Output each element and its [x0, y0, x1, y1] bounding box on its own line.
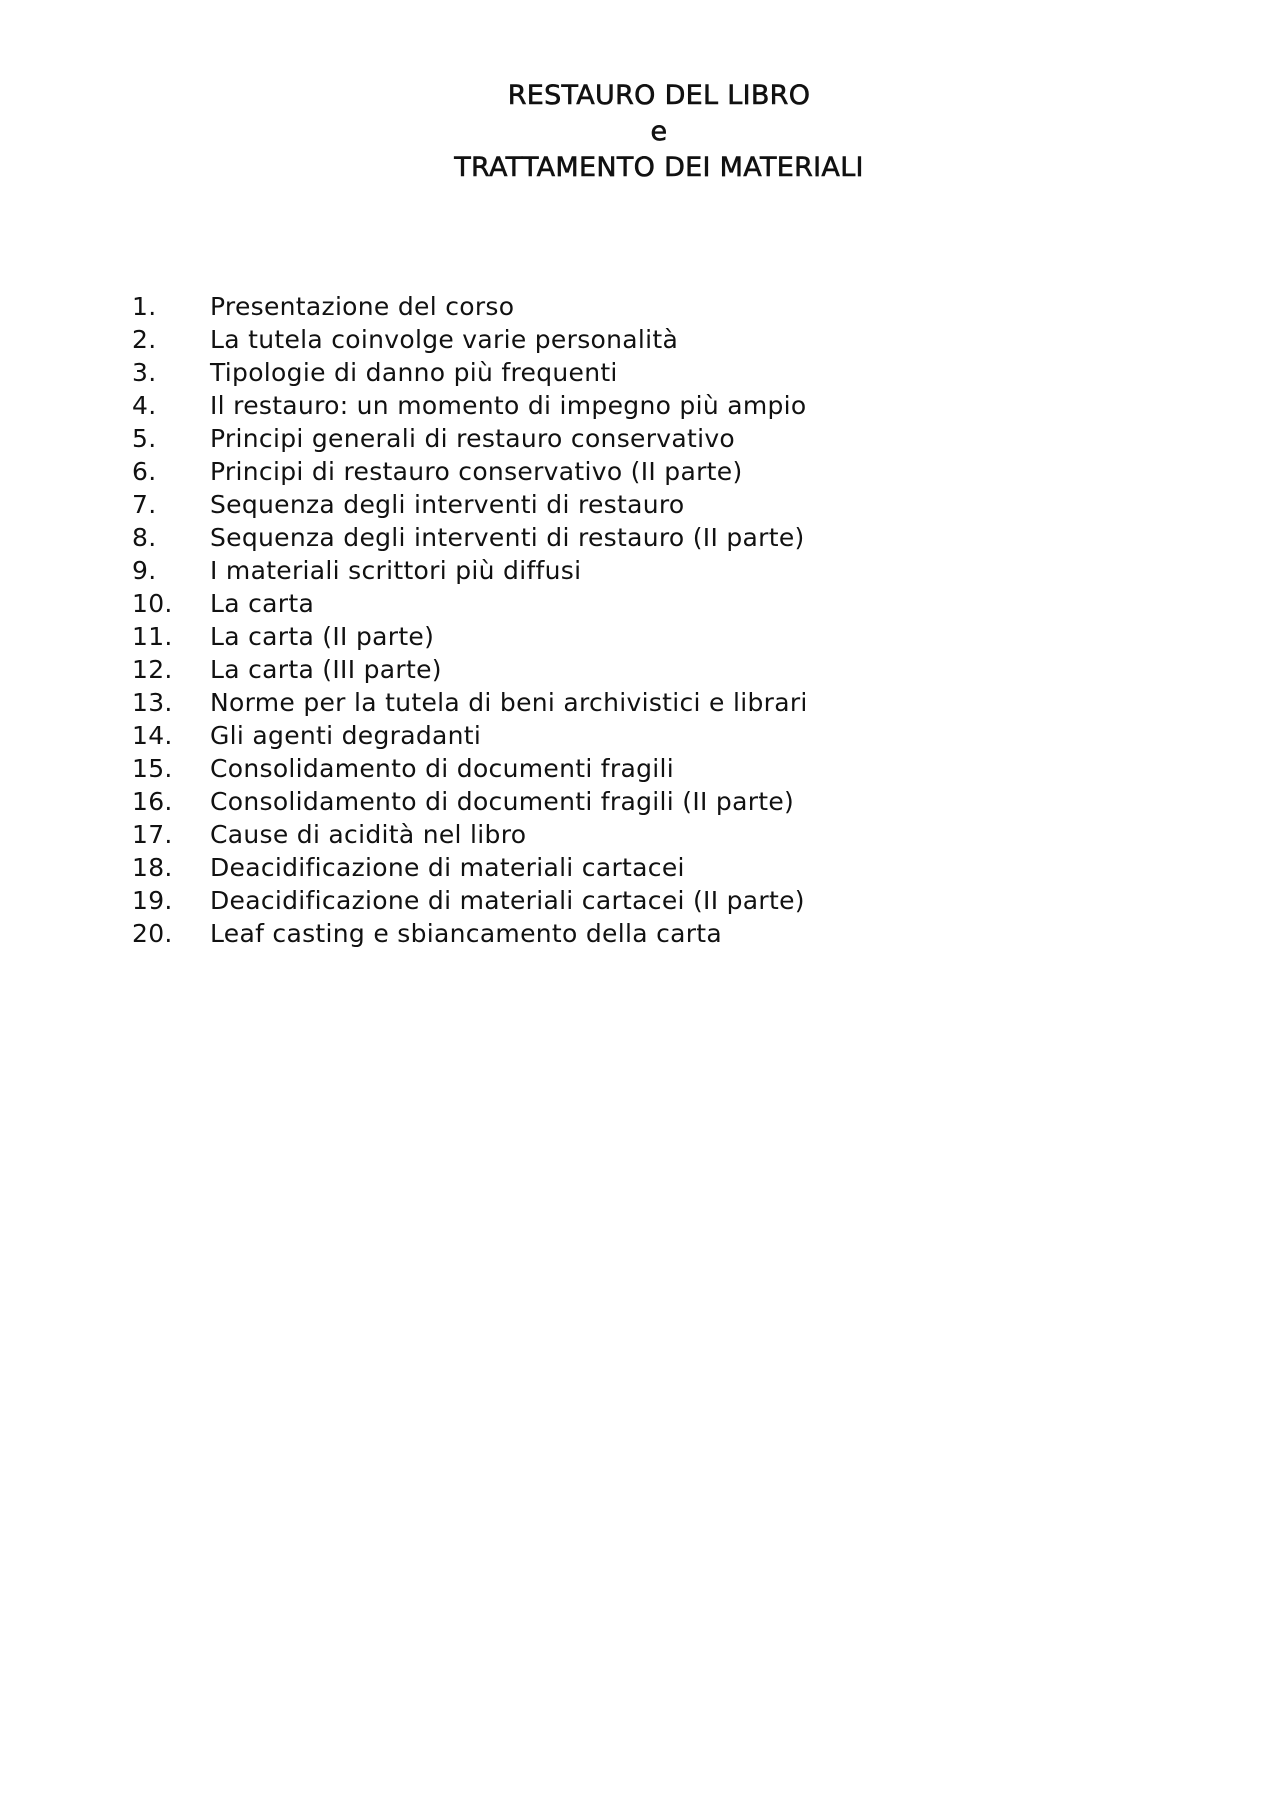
title-line-2: e	[650, 116, 668, 147]
toc-item-number: 14.	[132, 721, 173, 750]
toc-item-number: 17.	[132, 820, 173, 849]
toc-item	[132, 620, 1032, 653]
title-line-1: RESTAURO DEL LIBRO	[507, 80, 811, 111]
toc-item-number: 2.	[132, 325, 157, 354]
toc-item-number: 3.	[132, 358, 157, 387]
toc-item-text: Il restauro: un momento di impegno più ampio	[210, 391, 807, 420]
toc-item-text: Leaf casting e sbiancamento della carta	[210, 919, 723, 948]
toc-item-number: 13.	[132, 688, 173, 717]
toc-item-text: I materiali scrittori più diffusi	[210, 556, 582, 585]
toc-item-text: La carta	[210, 589, 315, 618]
toc-item-number: 18.	[132, 853, 173, 882]
toc-item-text: Deacidificazione di materiali cartacei (II parte)	[210, 886, 805, 915]
toc-item	[132, 323, 1032, 356]
toc-item-number: 9.	[132, 556, 157, 585]
toc-item	[132, 917, 1032, 950]
toc-item-number: 4.	[132, 391, 157, 420]
toc-item	[132, 356, 1032, 389]
toc-item-text: Principi di restauro conservativo (II parte)	[210, 457, 743, 486]
toc-item	[132, 455, 1032, 488]
toc-item-number: 6.	[132, 457, 157, 486]
toc-item	[132, 851, 1032, 884]
toc-item-number: 12.	[132, 655, 173, 684]
toc-item-text: Principi generali di restauro conservativo	[210, 424, 736, 453]
toc-item-number: 1.	[132, 292, 157, 321]
toc-item-text: La carta (II parte)	[210, 622, 435, 651]
toc-item	[132, 488, 1032, 521]
document-title	[390, 78, 928, 186]
toc-item-number: 7.	[132, 490, 157, 519]
toc-item	[132, 884, 1032, 917]
title-line-3: TRATTAMENTO DEI MATERIALI	[454, 152, 864, 183]
table-of-contents	[132, 290, 1032, 950]
toc-item	[132, 389, 1032, 422]
toc-item-text: Sequenza degli interventi di restauro	[210, 490, 685, 519]
toc-item-text: Deacidificazione di materiali cartacei	[210, 853, 685, 882]
toc-item-number: 16.	[132, 787, 173, 816]
toc-item-text: Gli agenti degradanti	[210, 721, 482, 750]
toc-item	[132, 719, 1032, 752]
toc-item	[132, 521, 1032, 554]
toc-item	[132, 752, 1032, 785]
toc-item-text: Consolidamento di documenti fragili (II parte)	[210, 787, 795, 816]
toc-item	[132, 422, 1032, 455]
toc-item-number: 10.	[132, 589, 173, 618]
toc-item-text: Presentazione del corso	[210, 292, 515, 321]
toc-item	[132, 653, 1032, 686]
toc-item-text: Tipologie di danno più frequenti	[210, 358, 618, 387]
toc-item	[132, 587, 1032, 620]
toc-item-number: 20.	[132, 919, 173, 948]
toc-item-text: La tutela coinvolge varie personalità	[210, 325, 679, 354]
toc-item	[132, 785, 1032, 818]
toc-item-number: 8.	[132, 523, 157, 552]
toc-item-number: 11.	[132, 622, 173, 651]
toc-item-text: Sequenza degli interventi di restauro (II parte)	[210, 523, 805, 552]
toc-item	[132, 290, 1032, 323]
toc-item-number: 19.	[132, 886, 173, 915]
toc-item	[132, 686, 1032, 719]
toc-item-text: Consolidamento di documenti fragili	[210, 754, 675, 783]
toc-item-text: Norme per la tutela di beni archivistici e librari	[210, 688, 808, 717]
toc-item-number: 15.	[132, 754, 173, 783]
toc-item	[132, 554, 1032, 587]
toc-item-text: La carta (III parte)	[210, 655, 442, 684]
toc-item	[132, 818, 1032, 851]
toc-item-number: 5.	[132, 424, 157, 453]
toc-item-text: Cause di acidità nel libro	[210, 820, 527, 849]
